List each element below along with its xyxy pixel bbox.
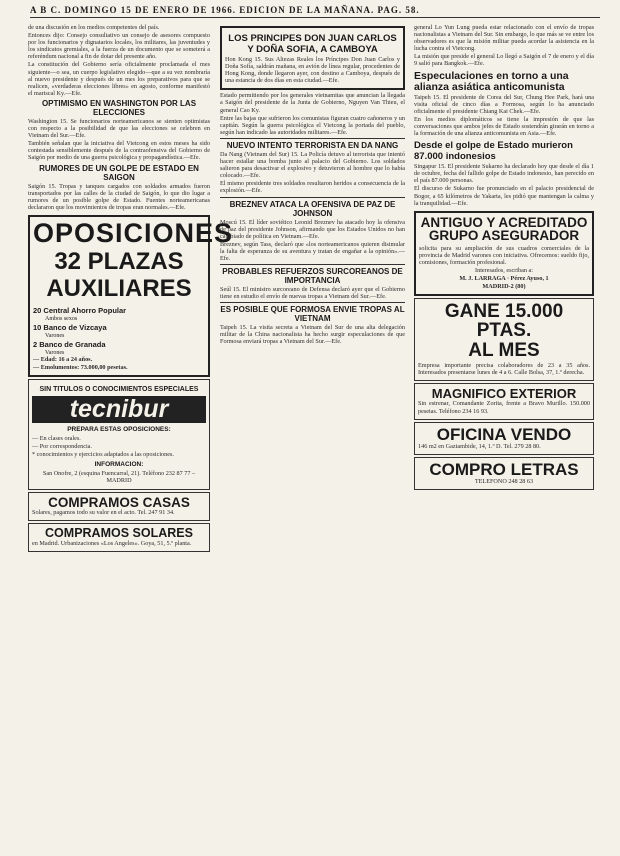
ad-title: OFICINA VENDO	[436, 424, 572, 444]
ad-line: — En clases orales.	[32, 435, 81, 443]
ad-line: INFORMACION:	[94, 461, 144, 469]
ad-oposiciones	[28, 215, 234, 377]
ad-magnifico-exterior	[414, 383, 594, 419]
article-text: Da Nang (Vietnam del Sur) 15. La Policía detuvo al terrorista que intentó hacer estallar una bomba junto al palacio del Gobierno. Los soldados salieron para desactivar el explosivo y detuvieron al hombre que lo había colocado.—Efe.	[220, 150, 405, 180]
ad-line: AUXILIARES	[46, 274, 192, 302]
ad-compro-letras	[414, 457, 594, 490]
headline: Desde el golpe de Estado murieron 87.000 indonesios	[414, 140, 573, 163]
ad-item: 20 Central Ahorro Popular	[33, 305, 127, 315]
ad-text: solicita para su ampliación de sus cuadros comerciales de la provincia de Madrid varones con iniciativa. Ofrecemos: sueldo fijo, comisiones, formación profesional.	[419, 244, 589, 266]
divider	[220, 302, 405, 303]
headline: RUMORES DE UN GOLPE DE ESTADO EN SAIGON	[39, 163, 199, 182]
ad-text: TELEFONO 248 28 63	[474, 477, 534, 485]
ad-footer: — Emolumentos: 73.000,00 pesetas.	[33, 363, 128, 371]
ad-title: COMPRAMOS SOLARES	[45, 526, 193, 541]
headline: PROBABLES REFUERZOS SURCOREANOS DE IMPORTANCIA	[222, 267, 403, 286]
column-right	[414, 24, 594, 492]
ad-compramos-casas	[28, 492, 210, 522]
divider	[220, 138, 405, 139]
article-box-principes	[220, 26, 405, 90]
ad-brand-logo: tecnibur	[32, 396, 206, 423]
ad-compramos-solares	[28, 523, 210, 552]
article-text: Entonces dijo: Consejo consultativo un consejo de asesores compuesto por los funcionarios y dignatarios locales, los militares, las juventudes y los sindicatos gremiales, a la fuerza de un documento que se someterá a referéndum nacional a fin de dotar del presente año.	[28, 32, 210, 61]
ad-text: 146 m2 en Gaztambide, 14, 1.º D. Tel. 279 28 80.	[418, 442, 541, 450]
headline: ES POSIBLE QUE FORMOSA ENVIE TROPAS AL VIETNAM	[220, 305, 405, 324]
ad-line: * conocimientos y ejercicios adaptados a las oposiciones.	[32, 451, 174, 459]
article-text: Entre las bajas que sufrieron los comunistas figuran cuatro cañoneros y un capitán. Según la guerra psicológica el Vietcong la portada del pueblo, según han indicado las autoridades militares.—Efe.	[220, 114, 405, 136]
ad-title: ANTIGUO Y ACREDITADO	[420, 214, 588, 230]
ad-item: 10 Banco de Vizcaya	[33, 322, 107, 332]
article-text: Estado permitiendo por los generales vietnamitas que anuncian la llegada a Saigón del presidente de la Junta de Gobierno, Nguyen Van Thieu, el general Cao Ky.	[220, 92, 405, 114]
article-text: La constitución del Gobierno sería oficialmente proclamada el mes siguiente—o sea, un cuerpo legislativo elegido—que a su vez nombraría al nuevo presidente y después de un mes los preparativos para que se realicen, «verdaderas elecciones libres» en agosto, conforme manifestó el mariscal Ky.—Efe.	[28, 61, 210, 97]
article-text: Singapur 15. El presidente Sukarno ha declarado hoy que desde el día 1 de octubre, fecha del fallido golpe de Estado indonesio, han perecido en el país 87.000 personas.	[414, 163, 594, 185]
ad-title: OPOSICIONES	[33, 217, 234, 248]
article-text: Taipeh 15. La visita secreta a Vietnam del Sur de una alta delegación militar de la China nacionalista ha hecho surgir especulaciones de que Formosa enviará tropas a Vietnam del Sur.—Efe.	[220, 324, 405, 346]
article-text: En los medios diplomáticos se tiene la impresión de que las conversaciones que ambos jefes de Estado sostendrán girarán en torno a la formación de una alianza anticomunista en Asia.—Efe.	[414, 115, 594, 138]
ad-item-sub: Varones	[45, 332, 65, 339]
ad-title: COMPRO LETRAS	[429, 459, 579, 479]
article-text: Saigón 15. Tropas y tanques cargados con soldados armados fueron transportados por las calles de la ciudad de Saigón, lo que dio lugar a rumores de un posible golpe de Estado. Fuentes norteamericanas declararon que los movimientos de tropas eran normales.—Efe.	[28, 182, 210, 211]
article-text: Seúl 15. El ministro surcoreano de Defensa declaró ayer que el Gobierno tiene en estudio el envío de nuevas tropas a Vietnam del Sur.—Efe.	[220, 286, 405, 301]
article-text: Moscú 15. El líder soviético Leonid Breznev ha atacado hoy la ofensiva de paz del presidente Johnson, afirmando que los Estados Unidos no han cambiado de política en Vietnam.—Efe.	[220, 218, 405, 240]
ad-text: Sin estrenar, Comandante Zorita, frente a Bravo Murillo. 150.000 pesetas. Teléfono 234 16 93.	[418, 400, 590, 415]
ad-tecnibur	[28, 379, 210, 489]
ad-title: MAGNIFICO EXTERIOR	[431, 386, 577, 402]
headline: LOS PRINCIPES DON JUAN CARLOS Y DOÑA SOFIA, A CAMBOYA	[228, 33, 397, 55]
ad-grupo-asegurador	[414, 211, 594, 297]
ad-line: — Por correspondencia.	[32, 443, 92, 451]
ad-gane	[414, 298, 594, 381]
divider	[220, 197, 405, 198]
headline: Especulaciones en torno a una alianza asiática anticomunista	[414, 69, 569, 93]
ad-item: 2 Banco de Granada	[33, 339, 106, 349]
article-text: El discurso de Sukarno fue pronunciado en el palacio presidencial de Bogor, a 65 kilómetros de Yakarta, les pidió que mantengan la calma y la tranquilidad.—Efe.	[414, 185, 594, 207]
headline: BREZNEV ATACA LA OFENSIVA DE PAZ DE JOHNSON	[229, 199, 396, 218]
headline: NUEVO INTENTO TERRORISTA EN DA NANG	[226, 140, 399, 150]
ad-oficina-vendo	[414, 422, 594, 455]
ad-title: GANE 15.000 PTAS.	[444, 301, 564, 342]
article-text: Washington 15. Se funcionarios norteamericanos se sienten optimistas con respecto a la posibilidad de que las elecciones se celebren en Vietnam del Sur.—Efe.	[28, 117, 210, 140]
ad-line: San Onofre, 2 (esquina Fuencarral, 21). Teléfono 232 87 77 – MADRID	[42, 470, 196, 485]
ad-title: AL MES	[468, 340, 540, 362]
article-text: El mismo presidente tres soldados resultaron heridos a consecuencia de la explosión.—Efe.	[220, 180, 405, 195]
column-left	[28, 24, 234, 554]
ad-text: en Madrid. Urbanizaciones «Los Angeles». Goya, 51, 5.º planta.	[32, 539, 192, 547]
article-text: general Lo Yun Lung pueda estar relacionado con el envío de tropas nacionalistas a Vietnam del Sur. Sin embargo, lo que más se ve entre los observadores es que la misión militar pueda acordar la asistencia en la lucha contra el Vietcong.	[414, 24, 594, 53]
article-text: Taipeh 15. El presidente de Corea del Sur, Chung Hee Park, hará una visita oficial de cinco días a Formosa, según lo ha anunciado oficialmente el presidente Chiang Kai Chek.—Efe.	[414, 93, 594, 115]
ad-item-sub: Ambos sexos	[45, 315, 78, 322]
article-text: de una discusión en los medios competentes del país.	[28, 24, 160, 31]
ad-line: SIN TITULOS O CONOCIMIENTOS ESPECIALES	[39, 386, 199, 394]
article-text: También señalan que la iniciativa del Vietcong en estos meses ha sido contestada sensiblemente después de la contraofensiva del Gobierno de Saigón por medio de una guerra psicológica y propagandística.—Efe.	[28, 140, 210, 162]
ad-text: M. J. LARRAGA · Pérez Ayuso, 1	[459, 275, 549, 283]
headline: OPTIMISMO EN WASHINGTON POR LAS ELECCIONES	[41, 98, 197, 117]
ad-text: Interesados, escriban a:	[475, 266, 533, 274]
ad-item-sub: Varones	[45, 349, 65, 356]
ad-text: MADRID-2 (80)	[482, 283, 526, 291]
article-text: Hon Kong 15. Sus Altezas Reales los Príncipes Don Juan Carlos y Doña Sofía, saldrán mañana, en avión de línea regular, procedentes de Hong Kong, donde llegaron ayer, con destino a Camboya, después de una estancia de dos días en esta ciudad.—Efe.	[225, 56, 400, 85]
divider	[220, 264, 405, 265]
ad-line: PREPARA ESTAS OPOSICIONES:	[67, 426, 171, 434]
ad-title: GRUPO ASEGURADOR	[428, 228, 580, 244]
ad-line: 32 PLAZAS	[54, 247, 184, 275]
page-header: A B C. DOMINGO 15 DE ENERO DE 1966. EDICION DE LA MAÑANA. PAG. 58.	[30, 5, 600, 18]
article-text: Breznev, según Tass, declaró que «los norteamericanos quieren disimular la falta de esperanza de su aventura y tratan de engañar a la opinión».—Efe.	[220, 240, 405, 262]
ad-text: Empresa importante precisa colaboradores de 23 a 35 años. Interesados presentarse lunes de 4 a 6. Calle Bolsa, 37, 1.º derecha.	[418, 362, 590, 377]
article-text: La misión que preside el general Lo llegó a Saigón el 7 de enero y el día 9 salió para Bangkok.—Efe.	[414, 53, 594, 68]
column-middle	[220, 24, 405, 854]
ad-footer: — Edad: 16 a 24 años.	[33, 355, 93, 363]
ad-text: Solares, pagamos todo su valor en el acto. Tel. 247 91 34.	[32, 509, 175, 517]
ad-title: COMPRAMOS CASAS	[48, 494, 190, 510]
